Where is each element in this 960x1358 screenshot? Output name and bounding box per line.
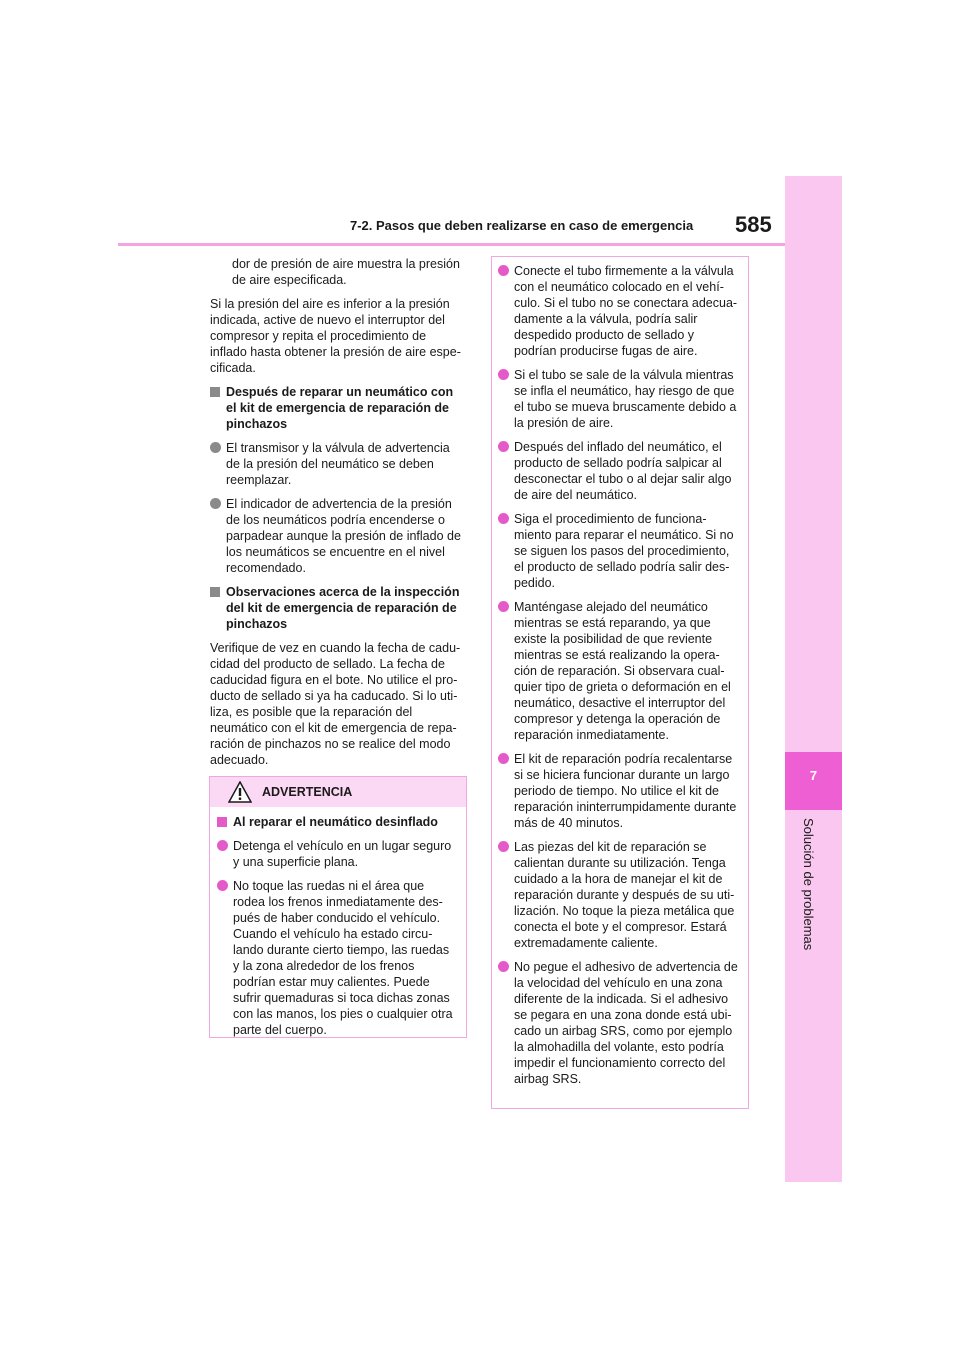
paragraph-inflation (210, 296, 468, 376)
text-line: Las piezas del kit de reparación se (514, 840, 707, 854)
list-item (210, 440, 468, 488)
text-line: más de 40 minutos. (514, 816, 624, 830)
text-line: cificada. (210, 361, 256, 375)
text-line: airbag SRS. (514, 1072, 582, 1086)
circle-bullet-icon (217, 880, 228, 891)
text-line: neumático, desactive el interruptor del (514, 696, 726, 710)
text-line: reparación inmediatamente. (514, 728, 669, 742)
list-item (498, 511, 744, 591)
text-line: lando durante cierto tiempo, las ruedas (233, 943, 450, 957)
text-line: y una superficie plana. (233, 855, 359, 869)
text-line: de los neumáticos podría encenderse o (226, 513, 445, 527)
text-line: pinchazos (226, 617, 288, 631)
text-line: podrían producirse fugas de aire. (514, 344, 698, 358)
text-line: producto de sellado podría salpicar al (514, 456, 722, 470)
list-item-text (514, 599, 744, 743)
circle-bullet-icon (498, 841, 509, 852)
warning-heading (217, 814, 460, 830)
list-item (498, 439, 744, 503)
text-line: Manténgase alejado del neumático (514, 600, 708, 614)
text-line: Cuando el vehículo ha estado circu- (233, 927, 433, 941)
list-item-text (233, 878, 460, 1038)
list-item-text (514, 263, 744, 359)
text-line: mientras se está realizando la opera- (514, 648, 720, 662)
text-line: se infla el neumático, hay riesgo de que (514, 384, 735, 398)
text-line: compresor y detenga la operación de (514, 712, 721, 726)
text-line: de aire especificada. (232, 273, 347, 287)
heading-after-repair-text (226, 384, 468, 432)
list-item (498, 839, 744, 951)
text-line: lización. No toque la pieza metálica que (514, 904, 735, 918)
square-bullet-icon (210, 587, 220, 597)
text-line: la presión de aire. (514, 416, 614, 430)
text-line: quier tipo de grieta o deformación en el (514, 680, 731, 694)
text-line: adecuado. (210, 753, 269, 767)
text-line: neumático con el kit de emergencia de repa- (210, 721, 457, 735)
text-line: Después del inflado del neumático, el (514, 440, 722, 454)
circle-bullet-icon (498, 369, 509, 380)
text-line: compresor y repita el procedimiento de (210, 329, 427, 343)
list-item-text (226, 496, 468, 576)
list-item-text (514, 959, 744, 1087)
text-line: culo. Si el tubo no se conectara adecua- (514, 296, 738, 310)
list-item (498, 599, 744, 743)
list-item-text (514, 439, 744, 503)
circle-bullet-icon (498, 753, 509, 764)
text-line: damente a la válvula, podría salir (514, 312, 698, 326)
text-line: extremadamente caliente. (514, 936, 658, 950)
warning-continuation-box (491, 256, 749, 1109)
circle-bullet-icon (498, 441, 509, 452)
chapter-label: Solución de problemas (801, 818, 816, 951)
heading-after-repair (210, 384, 468, 432)
text-line: de la presión del neumático se deben (226, 457, 434, 471)
text-line: reparación durante y después de su uti- (514, 888, 735, 902)
list-item-text (514, 839, 744, 951)
warning-header (210, 777, 466, 807)
text-line: se siguen los pasos del procedimiento, (514, 544, 730, 558)
text-line: El indicador de advertencia de la presión (226, 497, 452, 511)
circle-bullet-icon (498, 601, 509, 612)
text-line: reparación ininterrumpidamente durante (514, 800, 737, 814)
text-line: pués de haber conducido el vehículo. (233, 911, 441, 925)
text-line: de aire del neumático. (514, 488, 637, 502)
square-bullet-icon (217, 817, 227, 827)
text-line: desconectar el tubo o al dejar salir algo (514, 472, 732, 486)
list-item (498, 959, 744, 1087)
text-line: sufrir quemaduras si toca dichas zonas (233, 991, 450, 1005)
text-line: caducidad figura en el bote. No utilice el pro- (210, 673, 458, 687)
list-item-text (233, 838, 460, 870)
text-line: y la zona alrededor de los frenos (233, 959, 415, 973)
page-number: 585 (735, 212, 772, 237)
text-line: cidad del producto de sellado. La fecha de (210, 657, 445, 671)
text-line: los neumáticos se encuentre en el nivel (226, 545, 445, 559)
warning-heading-text: Al reparar el neumático desinflado (233, 815, 438, 829)
circle-bullet-icon (498, 961, 509, 972)
list-item (217, 878, 460, 1038)
square-bullet-icon (210, 387, 220, 397)
text-line: dor de presión de aire muestra la presión (232, 257, 460, 271)
text-line: cado un airbag SRS, como por ejemplo (514, 1024, 733, 1038)
warning-list (498, 263, 744, 1087)
text-line: existe la posibilidad de que reviente (514, 632, 713, 646)
circle-bullet-icon (498, 265, 509, 276)
text-line: Observaciones acerca de la inspección (226, 585, 460, 599)
text-line: Conecte el tubo firmemente a la válvula (514, 264, 734, 278)
text-line: parpadear aunque la presión de inflado de (226, 529, 461, 543)
text-line: No toque las ruedas ni el área que (233, 879, 425, 893)
text-line: El transmisor y la válvula de advertencia (226, 441, 450, 455)
list-item (498, 751, 744, 831)
text-line: rodea los frenos inmediatamente des- (233, 895, 443, 909)
text-line: mientras se está reparando, ya que (514, 616, 711, 630)
circle-bullet-icon (210, 498, 221, 509)
text-line: la velocidad del vehículo en una zona (514, 976, 723, 990)
text-line: la almohadilla del volante, esto podría (514, 1040, 724, 1054)
text-line: el producto de sellado podría salir des- (514, 560, 730, 574)
text-line: ción de reparación. Si observara cual- (514, 664, 725, 678)
text-line: No pegue el adhesivo de advertencia de (514, 960, 738, 974)
text-line: diferente de la indicada. Si el adhesivo (514, 992, 729, 1006)
section-title: 7-2. Pasos que deben realizarse en caso de emergencia (350, 218, 694, 233)
text-line: Detenga el vehículo en un lugar seguro (233, 839, 452, 853)
text-line: conecta el bote y el compresor. Estará (514, 920, 727, 934)
text-line: parte del cuerpo. (233, 1023, 327, 1037)
text-line: Después de reparar un neumático con (226, 385, 454, 399)
text-line: ducto de sellado si ya ha caducado. Si lo uti- (210, 689, 458, 703)
text-line: se pegara en una zona donde está ubi- (514, 1008, 732, 1022)
heading-inspection (210, 584, 468, 632)
text-line: periodo de tiempo. No utilice el kit de (514, 784, 719, 798)
list-item-text (514, 751, 744, 831)
circle-bullet-icon (498, 513, 509, 524)
warning-triangle-icon (228, 781, 252, 803)
text-line: el tubo se mueva bruscamente debido a (514, 400, 737, 414)
warning-label: ADVERTENCIA (262, 785, 353, 799)
list-item (498, 263, 744, 359)
text-line: Si el tubo se sale de la válvula mientras (514, 368, 734, 382)
text-line: liza, es posible que la reparación del (210, 705, 413, 719)
chapter-number: 7 (809, 768, 818, 783)
text-line: si se hiciera funcionar durante un largo (514, 768, 730, 782)
text-line: recomendado. (226, 561, 306, 575)
text-line: impedir el funcionamiento correcto del (514, 1056, 726, 1070)
text-line: con las manos, los pies o cualquier otra (233, 1007, 453, 1021)
text-line: podrían estar muy calientes. Puede (233, 975, 430, 989)
intro-continuation (210, 256, 468, 288)
text-line: miento para reparar el neumático. Si no (514, 528, 734, 542)
text-line: del kit de emergencia de reparación de (226, 601, 457, 615)
text-line: con el neumático colocado en el vehí- (514, 280, 724, 294)
list-item-text (226, 440, 468, 488)
circle-bullet-icon (217, 840, 228, 851)
text-line: El kit de reparación podría recalentarse (514, 752, 733, 766)
left-column (210, 256, 468, 776)
text-line: reemplazar. (226, 473, 292, 487)
chapter-side-tab (785, 176, 842, 1182)
text-line: Siga el procedimiento de funciona- (514, 512, 707, 526)
text-line: el kit de emergencia de reparación de (226, 401, 450, 415)
list-item (217, 838, 460, 870)
text-line: pedido. (514, 576, 556, 590)
text-line: ración de pinchazos no se realice del modo (210, 737, 451, 751)
list-item-text (514, 367, 744, 431)
text-line: despedido producto de sellado y (514, 328, 694, 342)
text-line: inflado hasta obtener la presión de aire espe- (210, 345, 461, 359)
header-divider (118, 243, 786, 246)
list-item-text (514, 511, 744, 591)
text-line: Verifique de vez en cuando la fecha de cadu- (210, 641, 461, 655)
heading-inspection-text (226, 584, 468, 632)
text-line: cuidado a la hora de manejar el kit de (514, 872, 723, 886)
warning-box (209, 776, 467, 1038)
warning-body (210, 807, 466, 1038)
paragraph-expiry (210, 640, 468, 768)
text-line: indicada, active de nuevo el interruptor del (210, 313, 445, 327)
list-item (498, 367, 744, 431)
text-line: calientan durante su utilización. Tenga (514, 856, 726, 870)
text-line: Si la presión del aire es inferior a la presión (210, 297, 450, 311)
circle-bullet-icon (210, 442, 221, 453)
list-item (210, 496, 468, 576)
text-line: pinchazos (226, 417, 288, 431)
